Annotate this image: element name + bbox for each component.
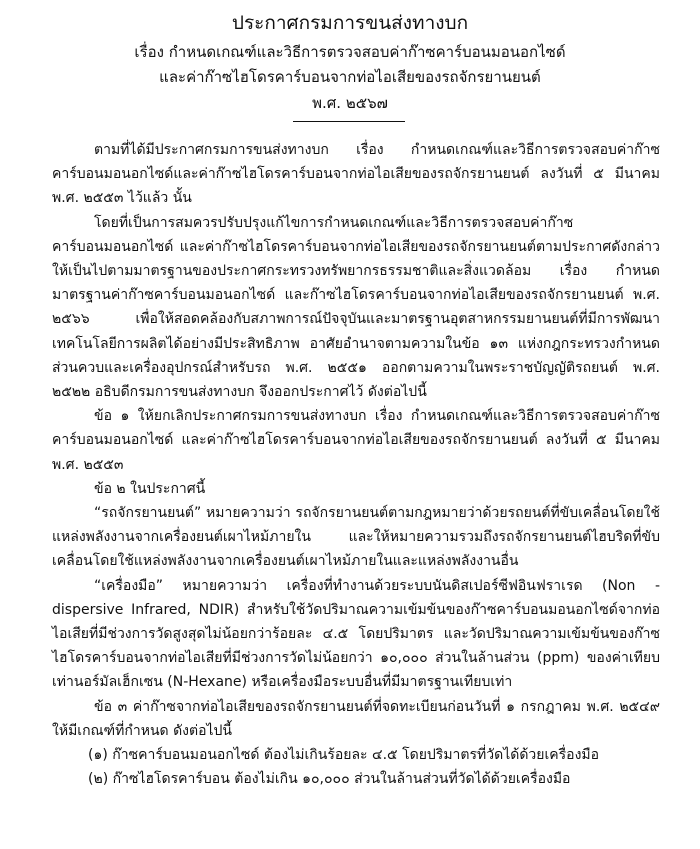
paragraph-clause-2: ข้อ ๒ ในประกาศนี้ <box>94 480 206 497</box>
document-subject-line-1: เรื่อง กำหนดเกณฑ์และวิธีการตรวจสอบค่าก๊าซคาร์บอนมอนอกไซด์ <box>134 43 566 61</box>
paragraph-definition-motorcycle: “รถจักรยานยนต์” หมายความว่า รถจักรยานยนต์ตามกฎหมายว่าด้วยรถยนต์ที่ขับเคลื่อนโดยใช้แหล่งพลังงานจากเครื่องยนต์เผาไหม้ภายใน และให้หมายความรวมถึงรถจักรยานยนต์ไฮบริดที่ขับเคลื่อนโดยใช้แหล่งพลังงานจากเครื่องยนต์เผาไหม้ภายในและแหล่งพลังงานอื่น <box>52 505 660 570</box>
list-item-hc-limit: (๒) ก๊าซไฮโดรคาร์บอน ต้องไม่เกิน ๑๐,๐๐๐ ส่วนในล้านส่วนที่วัดได้ด้วยเครื่องมือ <box>88 771 571 788</box>
paragraph-clause-3: ข้อ ๓ ค่าก๊าซจากท่อไอเสียของรถจักรยานยนต์ที่จดทะเบียนก่อนวันที่ ๑ กรกฎาคม พ.ศ. ๒๕๔๙ ให้มีเกณฑ์ที่กำหนด ดังต่อไปนี้ <box>52 698 660 739</box>
document-title: ประกาศกรมการขนส่งทางบก <box>231 12 469 34</box>
list-item-co-limit: (๑) ก๊าซคาร์บอนมอนอกไซด์ ต้องไม่เกินร้อยละ ๔.๕ โดยปริมาตรที่วัดได้ด้วยเครื่องมือ <box>88 747 600 764</box>
document-body <box>52 138 660 791</box>
title-divider <box>293 121 405 122</box>
paragraph-rationale: โดยที่เป็นการสมควรปรับปรุงแก้ไขการกำหนดเกณฑ์และวิธีการตรวจสอบค่าก๊าซคาร์บอนมอนอกไซด์ และค่าก๊าซไฮโดรคาร์บอนจากท่อไอเสียของรถจักรยานยนต์ตามประกาศดังกล่าวให้เป็นไปตามมาตรฐานของประกาศกระทรวงทรัพยากรธรรมชาติและสิ่งแวดล้อม เรื่อง กำหนดมาตรฐานค่าก๊าซคาร์บอนมอนอกไซด์ และก๊าซไฮโดรคาร์บอนจากท่อไอเสียของรถจักรยานยนต์ พ.ศ. ๒๕๖๖ เพื่อให้สอดคล้องกับสภาพการณ์ปัจจุบันและมาตรฐานอุตสาหกรรมยานยนต์ที่มีการพัฒนาเทคโนโลยีการผลิตได้อย่างมีประสิทธิภาพ อาศัยอำนาจตามความในข้อ ๑๓ แห่งกฎกระทรวงกำหนดส่วนควบและเครื่องอุปกรณ์สำหรับรถ พ.ศ. ๒๕๕๑ ออกตามความในพระราชบัญญัติรถยนต์ พ.ศ. ๒๕๒๒ อธิบดีกรมการขนส่งทางบก จึงออกประกาศไว้ ดังต่อไปนี้ <box>52 214 660 401</box>
paragraph-definition-instrument: “เครื่องมือ” หมายความว่า เครื่องที่ทำงานด้วยระบบนันดิสเปอร์ซีฟอินฟราเรด (Non - dispersive Infrared, NDIR) สำหรับใช้วัดปริมาณความเข้มข้นของก๊าซคาร์บอนมอนอกไซด์จากท่อไอเสียที่มีช่วงการวัดสูงสุดไม่น้อยกว่าร้อยละ ๔.๕ โดยปริมาตร และวัดปริมาณความเข้มข้นของก๊าซไฮโดรคาร์บอนจากท่อไอเสียที่มีช่วงการวัดไม่น้อยกว่า ๑๐,๐๐๐ ส่วนในล้านส่วน (ppm) ของค่าเทียบเท่านอร์มัลเฮ็กเซน (N-Hexane) หรือเครื่องมือระบบอื่นที่มีมาตรฐานเทียบเท่า <box>52 577 660 691</box>
document-subject-line-2: และค่าก๊าซไฮโดรคาร์บอนจากท่อไอเสียของรถจักรยานยนต์ <box>159 68 541 86</box>
paragraph-clause-1: ข้อ ๑ ให้ยกเลิกประกาศกรมการขนส่งทางบก เรื่อง กำหนดเกณฑ์และวิธีการตรวจสอบค่าก๊าซคาร์บอนมอนอกไซด์ และค่าก๊าซไฮโดรคาร์บอนจากท่อไอเสียของรถจักรยานยนต์ ลงวันที่ ๕ มีนาคม พ.ศ. ๒๕๕๓ <box>52 408 660 473</box>
paragraph-preamble: ตามที่ได้มีประกาศกรมการขนส่งทางบก เรื่อง กำหนดเกณฑ์และวิธีการตรวจสอบค่าก๊าซคาร์บอนมอนอกไซด์และค่าก๊าซไฮโดรคาร์บอนจากท่อไอเสียของรถจักรยานยนต์ ลงวันที่ ๕ มีนาคม พ.ศ. ๒๕๕๓ ไว้แล้ว นั้น <box>52 142 660 207</box>
document-year: พ.ศ. ๒๕๖๗ <box>312 94 388 112</box>
